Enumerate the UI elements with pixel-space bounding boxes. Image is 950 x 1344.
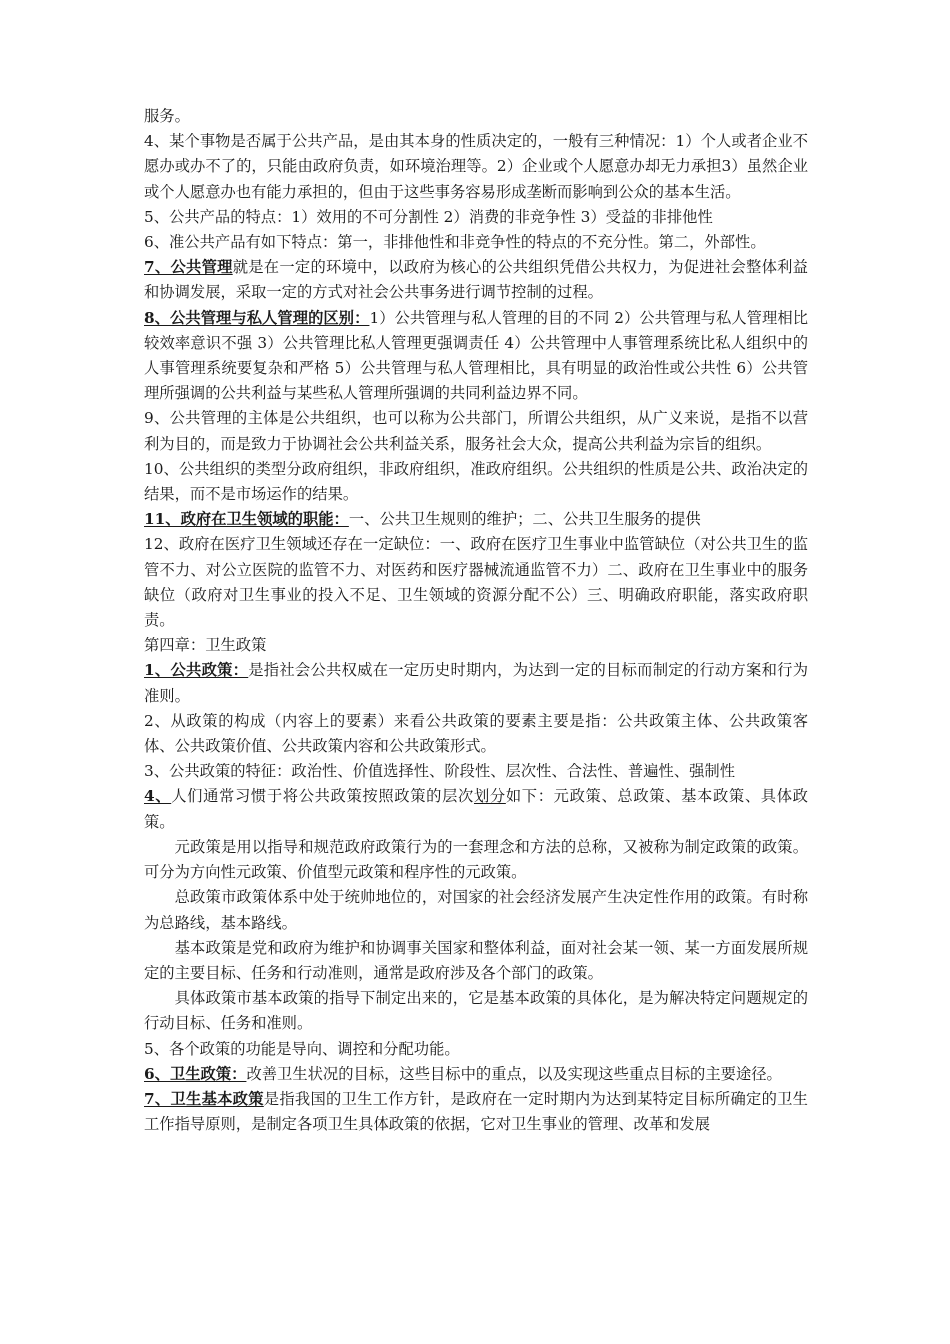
policy-levels-intro: 人们通常习惯于将公共政策按照政策的层次 [171, 787, 474, 806]
paragraph-ch4-item-1 [144, 658, 808, 708]
paragraph-service-fragment: 服务。 [144, 107, 190, 125]
paragraph-item-10: 10、公共组织的类型分政府组织，非政府组织，准政府组织。公共组织的性质是公共、政治决定的结果，而不是市场运作的结果。 [144, 459, 808, 504]
definition-health-policy: 改善卫生状况的目标，这些目标中的重点，以及实现这些重点目标的主要途径。 [246, 1064, 782, 1083]
paragraph-item-7 [144, 255, 808, 305]
chapter-heading: 第四章：卫生政策 [144, 636, 267, 655]
term-health-policy: 6、卫生政策： [144, 1064, 247, 1083]
definition-government-health-functions: 一、公共卫生规则的维护；二、公共卫生服务的提供 [348, 510, 701, 529]
policy-levels-list: 如下：元政策、总政策、基本政策、具体政策。 [144, 787, 808, 831]
item-number-4: 4、 [144, 787, 172, 806]
paragraph-item-9: 9、公共管理的主体是公共组织，也可以称为公共部门，所谓公共组织，从广义来说，是指不以营利为目的，而是致力于协调社会公共利益关系，服务社会大众，提高公共利益为宗旨的组织。 [144, 409, 808, 453]
underlined-word-division: 划分 [473, 787, 506, 806]
paragraph-item-5: 5、公共产品的特点：1）效用的不可分割性 2）消费的非竞争性 3）受益的非排他性 [144, 207, 713, 226]
definition-public-vs-private-management: 1）公共管理与私人管理的目的不同 2）公共管理与私人管理相比较效率意识不强 3）公共管理比私人管理更强调责任 4）公共管理中人事管理系统比私人组织中的人事管理系统要复杂和严格 5）公共管理与私人管理相比，具有明显的政治性或公共性 6）公共管理所强调的公共利益与某些私人管理所强调的共同利益边界不同。 [144, 308, 808, 403]
term-public-vs-private-management: 8、公共管理与私人管理的区别： [144, 308, 370, 327]
paragraph-ch4-item-3: 3、公共政策的特征：政治性、价值选择性、阶段性、层次性、合法性、普遍性、强制性 [144, 762, 736, 781]
paragraph-general-policy: 总政策市政策体系中处于统帅地位的，对国家的社会经济发展产生决定性作用的政策。有时称为总路线，基本路线。 [144, 888, 808, 932]
paragraph-item-11 [144, 507, 808, 532]
document-page [144, 104, 808, 1137]
term-public-policy: 1、公共政策： [144, 661, 249, 680]
paragraph-item-8 [144, 306, 808, 407]
definition-public-management: 就是在一定的环境中，以政府为核心的公共组织凭借公共权力，为促进社会整体利益和协调发展，采取一定的方式对社会公共事务进行调节控制的过程。 [144, 258, 808, 302]
paragraph-item-12: 12、政府在医疗卫生领域还存在一定缺位：一、政府在医疗卫生事业中监管缺位（对公共卫生的监管不力、对公立医院的监管不力、对医药和医疗器械流通监管不力）二、政府在卫生事业中的服务缺位（政府对卫生事业的投入不足、卫生领域的资源分配不公）三、明确政府职能，落实政府职责。 [144, 535, 808, 630]
definition-public-policy: 是指社会公共权威在一定历史时期内，为达到一定的目标而制定的行动方案和行为准则。 [144, 661, 808, 705]
paragraph-meta-policy: 元政策是用以指导和规范政府政策行为的一套理念和方法的总称，又被称为制定政策的政策。可分为方向性元政策、价值型元政策和程序性的元政策。 [144, 837, 808, 882]
paragraph-ch4-item-6 [144, 1062, 808, 1087]
paragraph-basic-policy: 基本政策是党和政府为维护和协调事关国家和整体利益，面对社会某一领、某一方面发展所规定的主要目标、任务和行动准则，通常是政府涉及各个部门的政策。 [144, 938, 808, 982]
term-basic-health-policy: 7、卫生基本政策 [144, 1089, 264, 1108]
term-government-health-functions: 11、政府在卫生领域的职能： [144, 510, 349, 529]
paragraph-specific-policy: 具体政策市基本政策的指导下制定出来的，它是基本政策的具体化，是为解决特定问题规定的行动目标、任务和准则。 [144, 989, 808, 1033]
paragraph-item-6: 6、准公共产品有如下特点：第一，非排他性和非竞争性的特点的不充分性。第二，外部性。 [144, 233, 766, 252]
paragraph-ch4-item-2: 2、从政策的构成（内容上的要素）来看公共政策的要素主要是指：公共政策主体、公共政策客体、公共政策价值、公共政策内容和公共政策形式。 [144, 711, 808, 756]
definition-basic-health-policy: 是指我国的卫生工作方针，是政府在一定时期内为达到某特定目标所确定的卫生工作指导原则，是制定各项卫生具体政策的依据，它对卫生事业的管理、改革和发展 [144, 1089, 808, 1134]
term-public-management: 7、公共管理 [144, 258, 233, 277]
paragraph-ch4-item-4 [144, 784, 808, 834]
paragraph-ch4-item-7 [144, 1087, 808, 1137]
paragraph-item-4: 4、某个事物是否属于公共产品，是由其本身的性质决定的，一般有三种情况：1）个人或者企业不愿办或办不了的，只能由政府负责，如环境治理等。2）企业或个人愿意办却无力承担3）虽然企业或个人愿意办也有能力承担的，但由于这些事务容易形成垄断而影响到公众的基本生活。 [144, 132, 808, 201]
paragraph-ch4-item-5: 5、各个政策的功能是导向、调控和分配功能。 [144, 1039, 460, 1058]
